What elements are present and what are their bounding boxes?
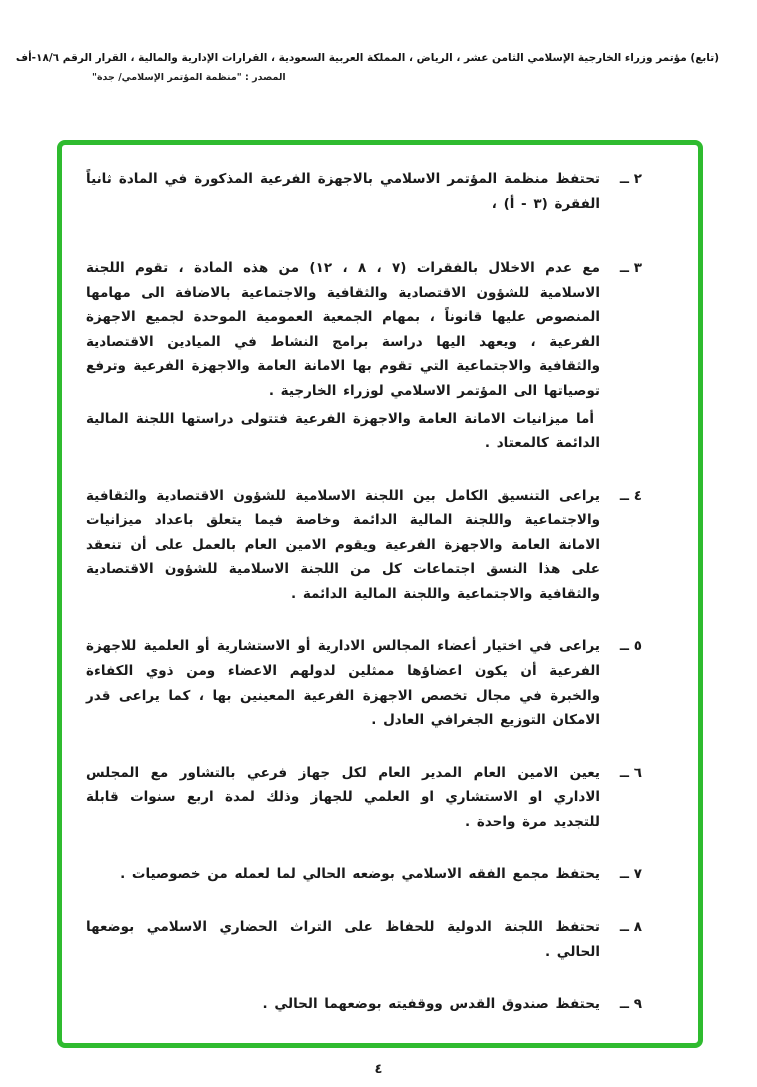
item-body (86, 761, 600, 835)
item-paragraph: أما ميزانيات الامانة العامة والاجهزة الفرعية فتتولى دراستها اللجنة المالية الدائمة كالمعتاد . (86, 410, 600, 452)
item-number: ٦ ــ (619, 764, 642, 781)
content-border-box (57, 140, 703, 1048)
list-item-4 (86, 484, 642, 607)
list-item-7 (86, 862, 642, 887)
item-body (86, 167, 600, 216)
item-number: ٨ ــ (619, 918, 642, 935)
item-paragraph: مع عدم الاخلال بالفقرات (٧ ، ٨ ، ١٢) من هذه المادة ، تقوم اللجنة الاسلامية للشؤون الاقتصادية والثقافية والاجتماعية بالاضافة الى مهامها المنصوص عليها قانوناً ، بمهام الجمعية العمومية الموحدة لجميع الاجهزة الفرعية ، ويعهد اليها دراسة برامج النشاط في الميادين الاقتصادية والثقافية والاجتماعية التي تقوم بها الامانة العامة والاجهزة الفرعية وترفع توصياتها الى المؤتمر الاسلامي لوزراء الخارجية . (86, 260, 601, 399)
item-paragraph: يراعى في اختيار أعضاء المجالس الادارية أو الاستشارية أو العلمية للاجهزة الفرعية أن يكون اعضاؤها ممثلين لدولهم الاعضاء ومن ذوي الكفاءة والخبرة في مجال تخصص الاجهزة الفرعية المعينين بها ، كما يراعى قدر الامكان التوزيع الجغرافي العادل . (86, 638, 600, 729)
item-paragraph: تحتفظ اللجنة الدولية للحفاظ على التراث الحضاري الاسلامي بوضعها الحالي . (86, 918, 600, 960)
document-header (15, 52, 719, 83)
list-item-9 (86, 992, 642, 1017)
list-item-5 (86, 634, 642, 732)
item-number: ٩ ــ (619, 996, 642, 1013)
list-item-6 (86, 761, 642, 835)
item-body (86, 256, 600, 456)
item-paragraph: يحتفظ صندوق القدس ووقفيته بوضعهما الحالي . (262, 996, 600, 1013)
item-body (86, 915, 600, 964)
header-title: (تابع) مؤتمر وزراء الخارجية الإسلامي الثامن عشر ، الرياض ، المملكة العربية السعودية ، القرارات الإدارية والمالية ، القرار الرقم ١٨/٦-أف (15, 52, 719, 64)
item-number: ٧ ــ (619, 866, 642, 883)
item-number: ٢ ــ (619, 171, 642, 187)
header-source: المصدر : "منظمة المؤتمر الإسلامي/ جدة" (92, 72, 286, 83)
list-item-8 (86, 915, 642, 964)
list-item-2 (86, 167, 642, 216)
page-number: ٤ (374, 1062, 383, 1077)
item-paragraph: يراعى التنسيق الكامل بين اللجنة الاسلامية للشؤون الاقتصادية والثقافية والاجتماعية واللجنة المالية الدائمة وخاصة فيما يتعلق باعداد ميزانيات الامانة العامة والاجهزة الفرعية ويقوم الامين العام بالعمل على أن تنعقد على هذا النسق اجتماعات كل من اللجنة الاسلامية للشؤون الاقتصادية والثقافية والاجتماعية واللجنة المالية الدائمة . (86, 487, 600, 602)
item-body (86, 862, 600, 887)
item-body (86, 634, 600, 732)
item-number: ٥ ــ (619, 638, 642, 655)
item-paragraph: يعين الامين العام المدير العام لكل جهاز فرعي بالتشاور مع المجلس الاداري او الاستشاري او العلمي للجهاز وذلك لمدة اربع سنوات قابلة للتجديد مرة واحدة . (86, 764, 600, 830)
list-item-3 (86, 256, 642, 456)
item-body (86, 484, 600, 607)
item-number: ٤ ــ (619, 487, 642, 504)
item-paragraph: تحتفظ منظمة المؤتمر الاسلامي بالاجهزة الفرعية المذكورة في المادة ثانياً الفقرة (٣ - أ) ، (86, 171, 600, 212)
item-paragraph: يحتفظ مجمع الفقه الاسلامي بوضعه الحالي لما لعمله من خصوصيات . (120, 866, 600, 883)
item-body (86, 992, 600, 1017)
item-number: ٣ ــ (619, 260, 642, 277)
